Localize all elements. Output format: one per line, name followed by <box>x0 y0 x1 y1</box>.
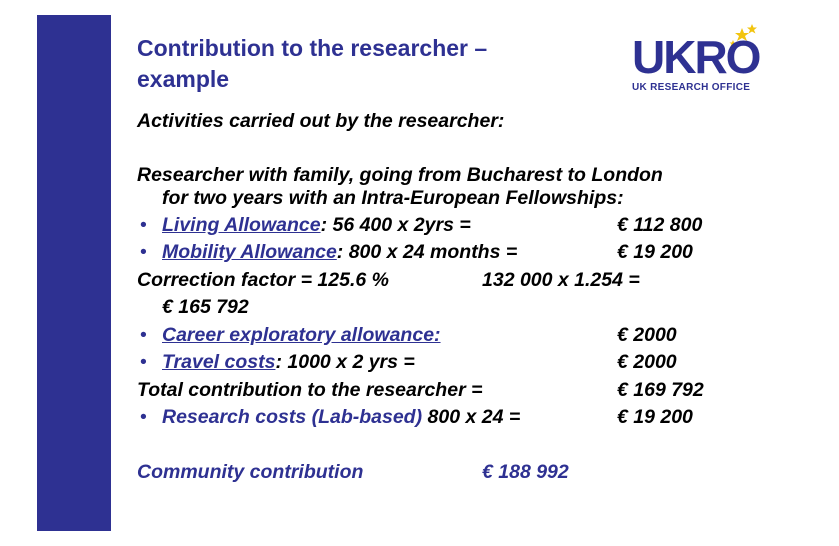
mobility-allowance-row <box>140 240 693 264</box>
travel-costs-link[interactable]: Travel costs <box>162 351 276 373</box>
career-allowance-amount: € 2000 <box>617 324 677 346</box>
community-contribution-row <box>137 460 569 484</box>
logo-wordmark: UKRO <box>632 31 760 83</box>
correction-factor-label: Correction factor = 125.6 % <box>137 269 389 291</box>
correction-factor-row <box>137 268 640 292</box>
ukro-logo <box>630 22 770 97</box>
career-allowance-row <box>140 323 677 347</box>
sidebar-band <box>37 15 139 541</box>
correction-factor-result: € 165 792 <box>162 296 249 318</box>
travel-costs-row <box>140 350 677 374</box>
total-contribution-amount: € 169 792 <box>617 379 704 401</box>
logo-subtitle: UK RESEARCH OFFICE <box>632 82 751 93</box>
research-costs-amount: € 19 200 <box>617 406 693 428</box>
bullet-icon: • <box>140 351 147 373</box>
bullet-icon: • <box>140 406 147 428</box>
living-allowance-calc: : 56 400 x 2yrs = <box>320 214 471 236</box>
activities-heading: Activities carried out by the researcher: <box>137 110 505 132</box>
title-line-1: Contribution to the researcher – <box>137 35 488 61</box>
mobility-allowance-link[interactable]: Mobility Allowance <box>162 241 337 263</box>
bullet-icon: • <box>140 241 147 263</box>
career-allowance-link[interactable]: Career exploratory allowance: <box>162 324 441 346</box>
community-contribution-label: Community contribution <box>137 461 364 483</box>
bullet-icon: • <box>140 324 147 346</box>
research-costs-row <box>140 405 693 429</box>
title-line-2: example <box>137 66 230 92</box>
sidebar-label: FP7 – Marie Curie Actions <box>109 227 139 541</box>
research-costs-label: Research costs (Lab-based) <box>162 406 423 428</box>
community-contribution-amount: € 188 992 <box>482 461 569 483</box>
living-allowance-link[interactable]: Living Allowance <box>162 214 321 236</box>
travel-costs-amount: € 2000 <box>617 351 677 373</box>
mobility-allowance-amount: € 19 200 <box>617 241 693 263</box>
scenario-line-2: for two years with an Intra-European Fellowships: <box>162 187 624 209</box>
travel-costs-calc: : 1000 x 2 yrs = <box>275 351 415 373</box>
research-costs-calc: 800 x 24 = <box>422 406 521 428</box>
total-contribution-label: Total contribution to the researcher = <box>137 379 483 401</box>
living-allowance-row <box>140 213 703 237</box>
correction-factor-calc: 132 000 x 1.254 = <box>482 269 640 291</box>
total-contribution-row <box>137 378 704 402</box>
living-allowance-amount: € 112 800 <box>617 214 703 236</box>
scenario-line-1: Researcher with family, going from Bucharest to London <box>137 164 663 186</box>
mobility-allowance-calc: : 800 x 24 months = <box>336 241 518 263</box>
bullet-icon: • <box>140 214 147 236</box>
page-title <box>137 33 487 95</box>
